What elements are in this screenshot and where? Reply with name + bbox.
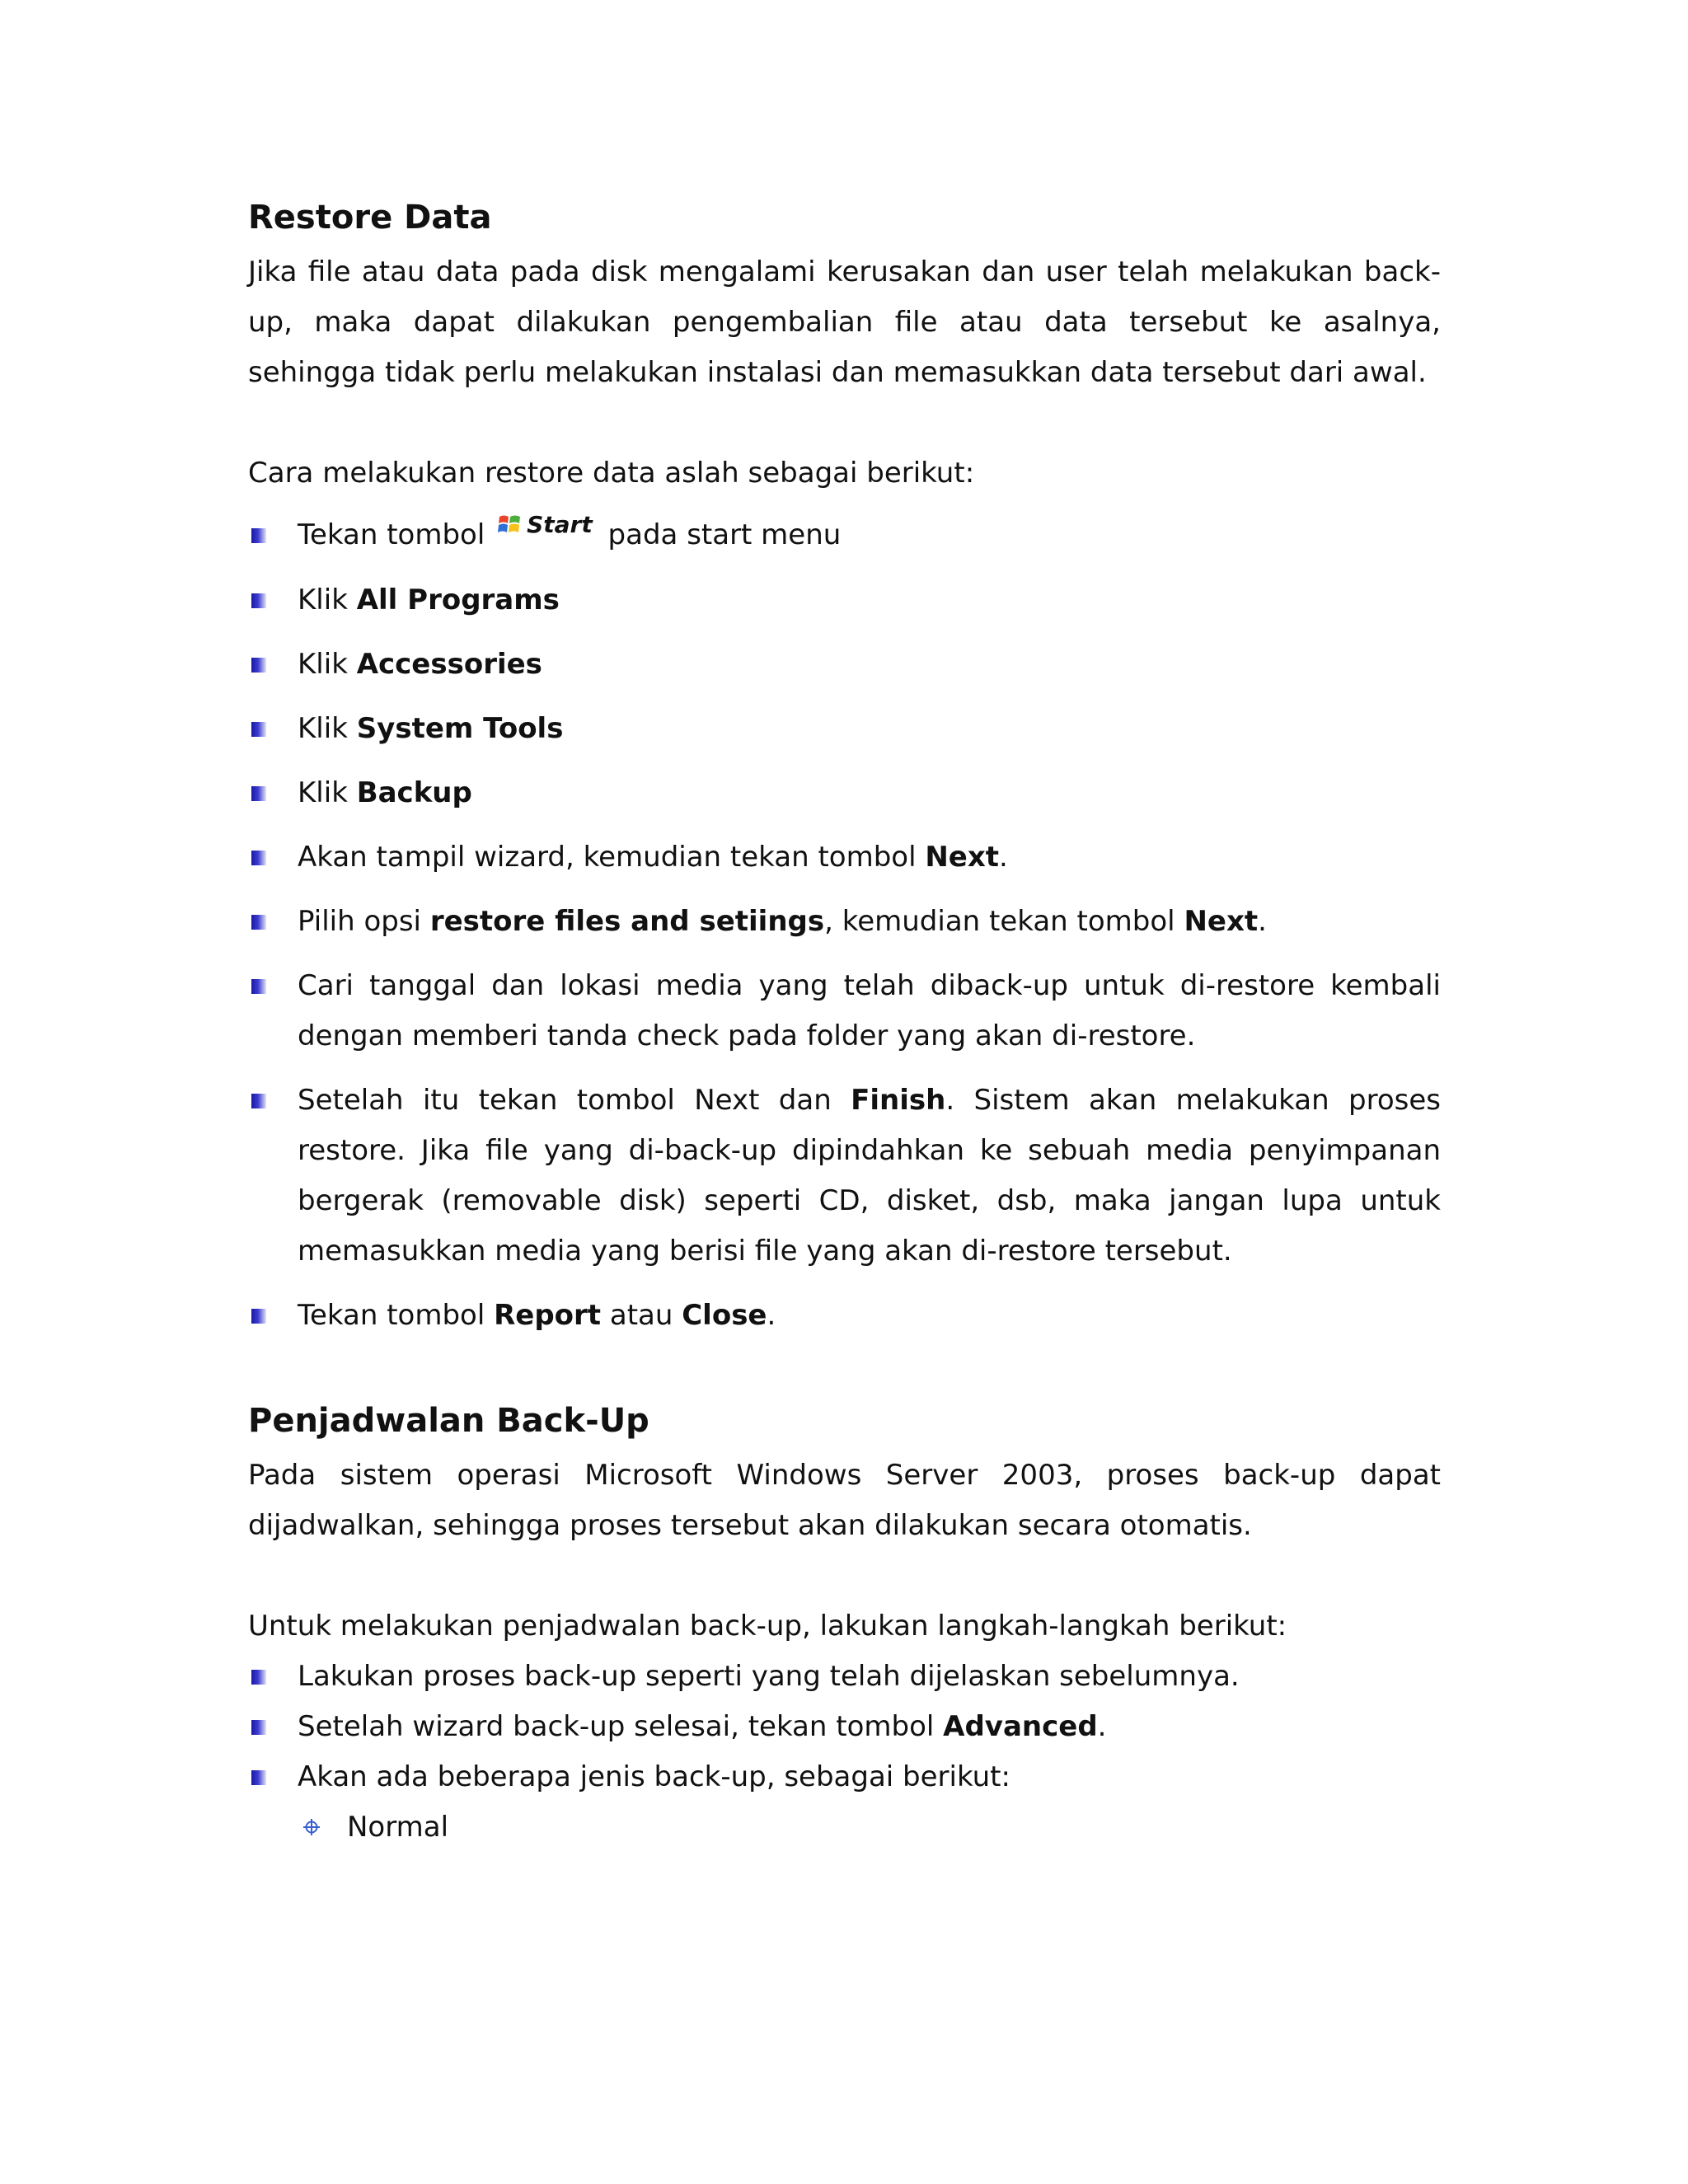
step-text: Klik [298,712,357,745]
restore-steps-list [248,510,1441,1341]
list-item [248,704,1441,754]
step-keyword: System Tools [356,712,564,745]
step-text: Lakukan proses back-up seperti yang telah dijelaskan sebelumnya. [298,1660,1240,1693]
step-keyword: Finish [851,1084,946,1117]
step-text: Pilih opsi [298,905,430,938]
step-text: Klik [298,648,357,681]
step-text: Tekan tombol [298,518,485,551]
step-text: atau [601,1299,682,1332]
step-keyword: Backup [356,776,472,809]
step-text: . [999,841,1008,874]
start-button-icon [497,499,593,550]
step-keyword: Advanced [943,1710,1098,1743]
schedule-steps-list [248,1652,1441,1853]
step-keyword: Accessories [356,648,542,681]
list-item [248,1752,1441,1853]
bullet-icon [251,1309,266,1324]
step-text: . [1258,905,1267,938]
step-text: , kemudian tekan tombol [824,905,1184,938]
list-item [248,1291,1441,1341]
list-item [248,510,1441,561]
list-item [298,1802,1441,1853]
list-item [248,1652,1441,1702]
bullet-icon [251,851,266,865]
step-keyword: All Programs [356,583,560,616]
step-text: Tekan tombol [298,1299,495,1332]
section-title: Restore Data [248,199,492,237]
step-keyword: Next [925,841,1000,874]
windows-flag-icon [497,512,523,538]
section-restore-data [248,194,1441,1341]
step-keyword: Next [1184,905,1259,938]
step-text: Setelah itu tekan tombol Next dan [298,1084,851,1117]
intro-paragraph: Jika file atau data pada disk mengalami kerusakan dan user telah melakukan back-up, maka dapat dilakukan pengembalian file atau data tersebut ke asalnya, sehingga tidak perlu melakukan instalasi dan memasukkan data tersebut dari awal. [248,255,1441,389]
list-item [248,768,1441,818]
bullet-icon [251,593,266,608]
step-keyword: Report [494,1299,602,1332]
step-text: . [1097,1710,1107,1743]
list-item [248,640,1441,690]
bullet-icon [251,1670,266,1685]
bullet-icon [251,528,266,543]
bullet-icon [251,1720,266,1735]
step-text: Akan ada beberapa jenis back-up, sebagai berikut: [298,1760,1010,1793]
bullet-icon [251,979,266,994]
crosshair-circle-icon [302,1817,321,1837]
step-keyword: Close [682,1299,767,1332]
step-text: . [767,1299,776,1332]
step-text: pada start menu [607,518,842,551]
list-item [248,832,1441,883]
bullet-icon [251,722,266,737]
bullet-icon [251,915,266,930]
step-text: Cari tanggal dan lokasi media yang telah diback-up untuk di-restore kembali dengan memberi tanda check pada folder yang akan di-restore. [298,969,1441,1052]
step-text: Klik [298,583,357,616]
start-button-label: Start [527,511,593,538]
step-text: Klik [298,776,357,809]
step-text: Setelah wizard back-up selesai, tekan tombol [298,1710,944,1743]
intro-paragraph: Pada sistem operasi Microsoft Windows Server 2003, proses back-up dapat dijadwalkan, sehingga proses tersebut akan dilakukan secara otomatis. [248,1459,1441,1542]
backup-types-list [298,1802,1441,1853]
list-item [248,961,1441,1062]
step-keyword: restore files and setiings [429,905,825,938]
section-penjadwalan-backup [248,1398,1441,1853]
list-item [248,897,1441,947]
step-text: . Sistem akan melakukan proses restore. Jika file yang di-back-up dipindahkan ke sebuah media penyimpanan bergerak (removable disk) seperti CD, disket, dsb, maka jangan lupa untuk memasukkan media yang berisi file yang akan di-restore tersebut. [298,1084,1441,1268]
steps-intro: Untuk melakukan penjadwalan back-up, lakukan langkah-langkah berikut: [248,1610,1287,1643]
step-text: Normal [347,1811,449,1844]
section-title: Penjadwalan Back-Up [248,1402,649,1440]
list-item [248,1702,1441,1752]
bullet-icon [251,1094,266,1108]
bullet-icon [251,658,266,673]
document-body [248,194,1441,1853]
list-item [248,1076,1441,1277]
list-item [248,575,1441,626]
steps-intro: Cara melakukan restore data aslah sebagai berikut: [248,457,975,490]
bullet-icon [251,786,266,801]
step-text: Akan tampil wizard, kemudian tekan tombol [298,841,926,874]
bullet-icon [251,1770,266,1785]
